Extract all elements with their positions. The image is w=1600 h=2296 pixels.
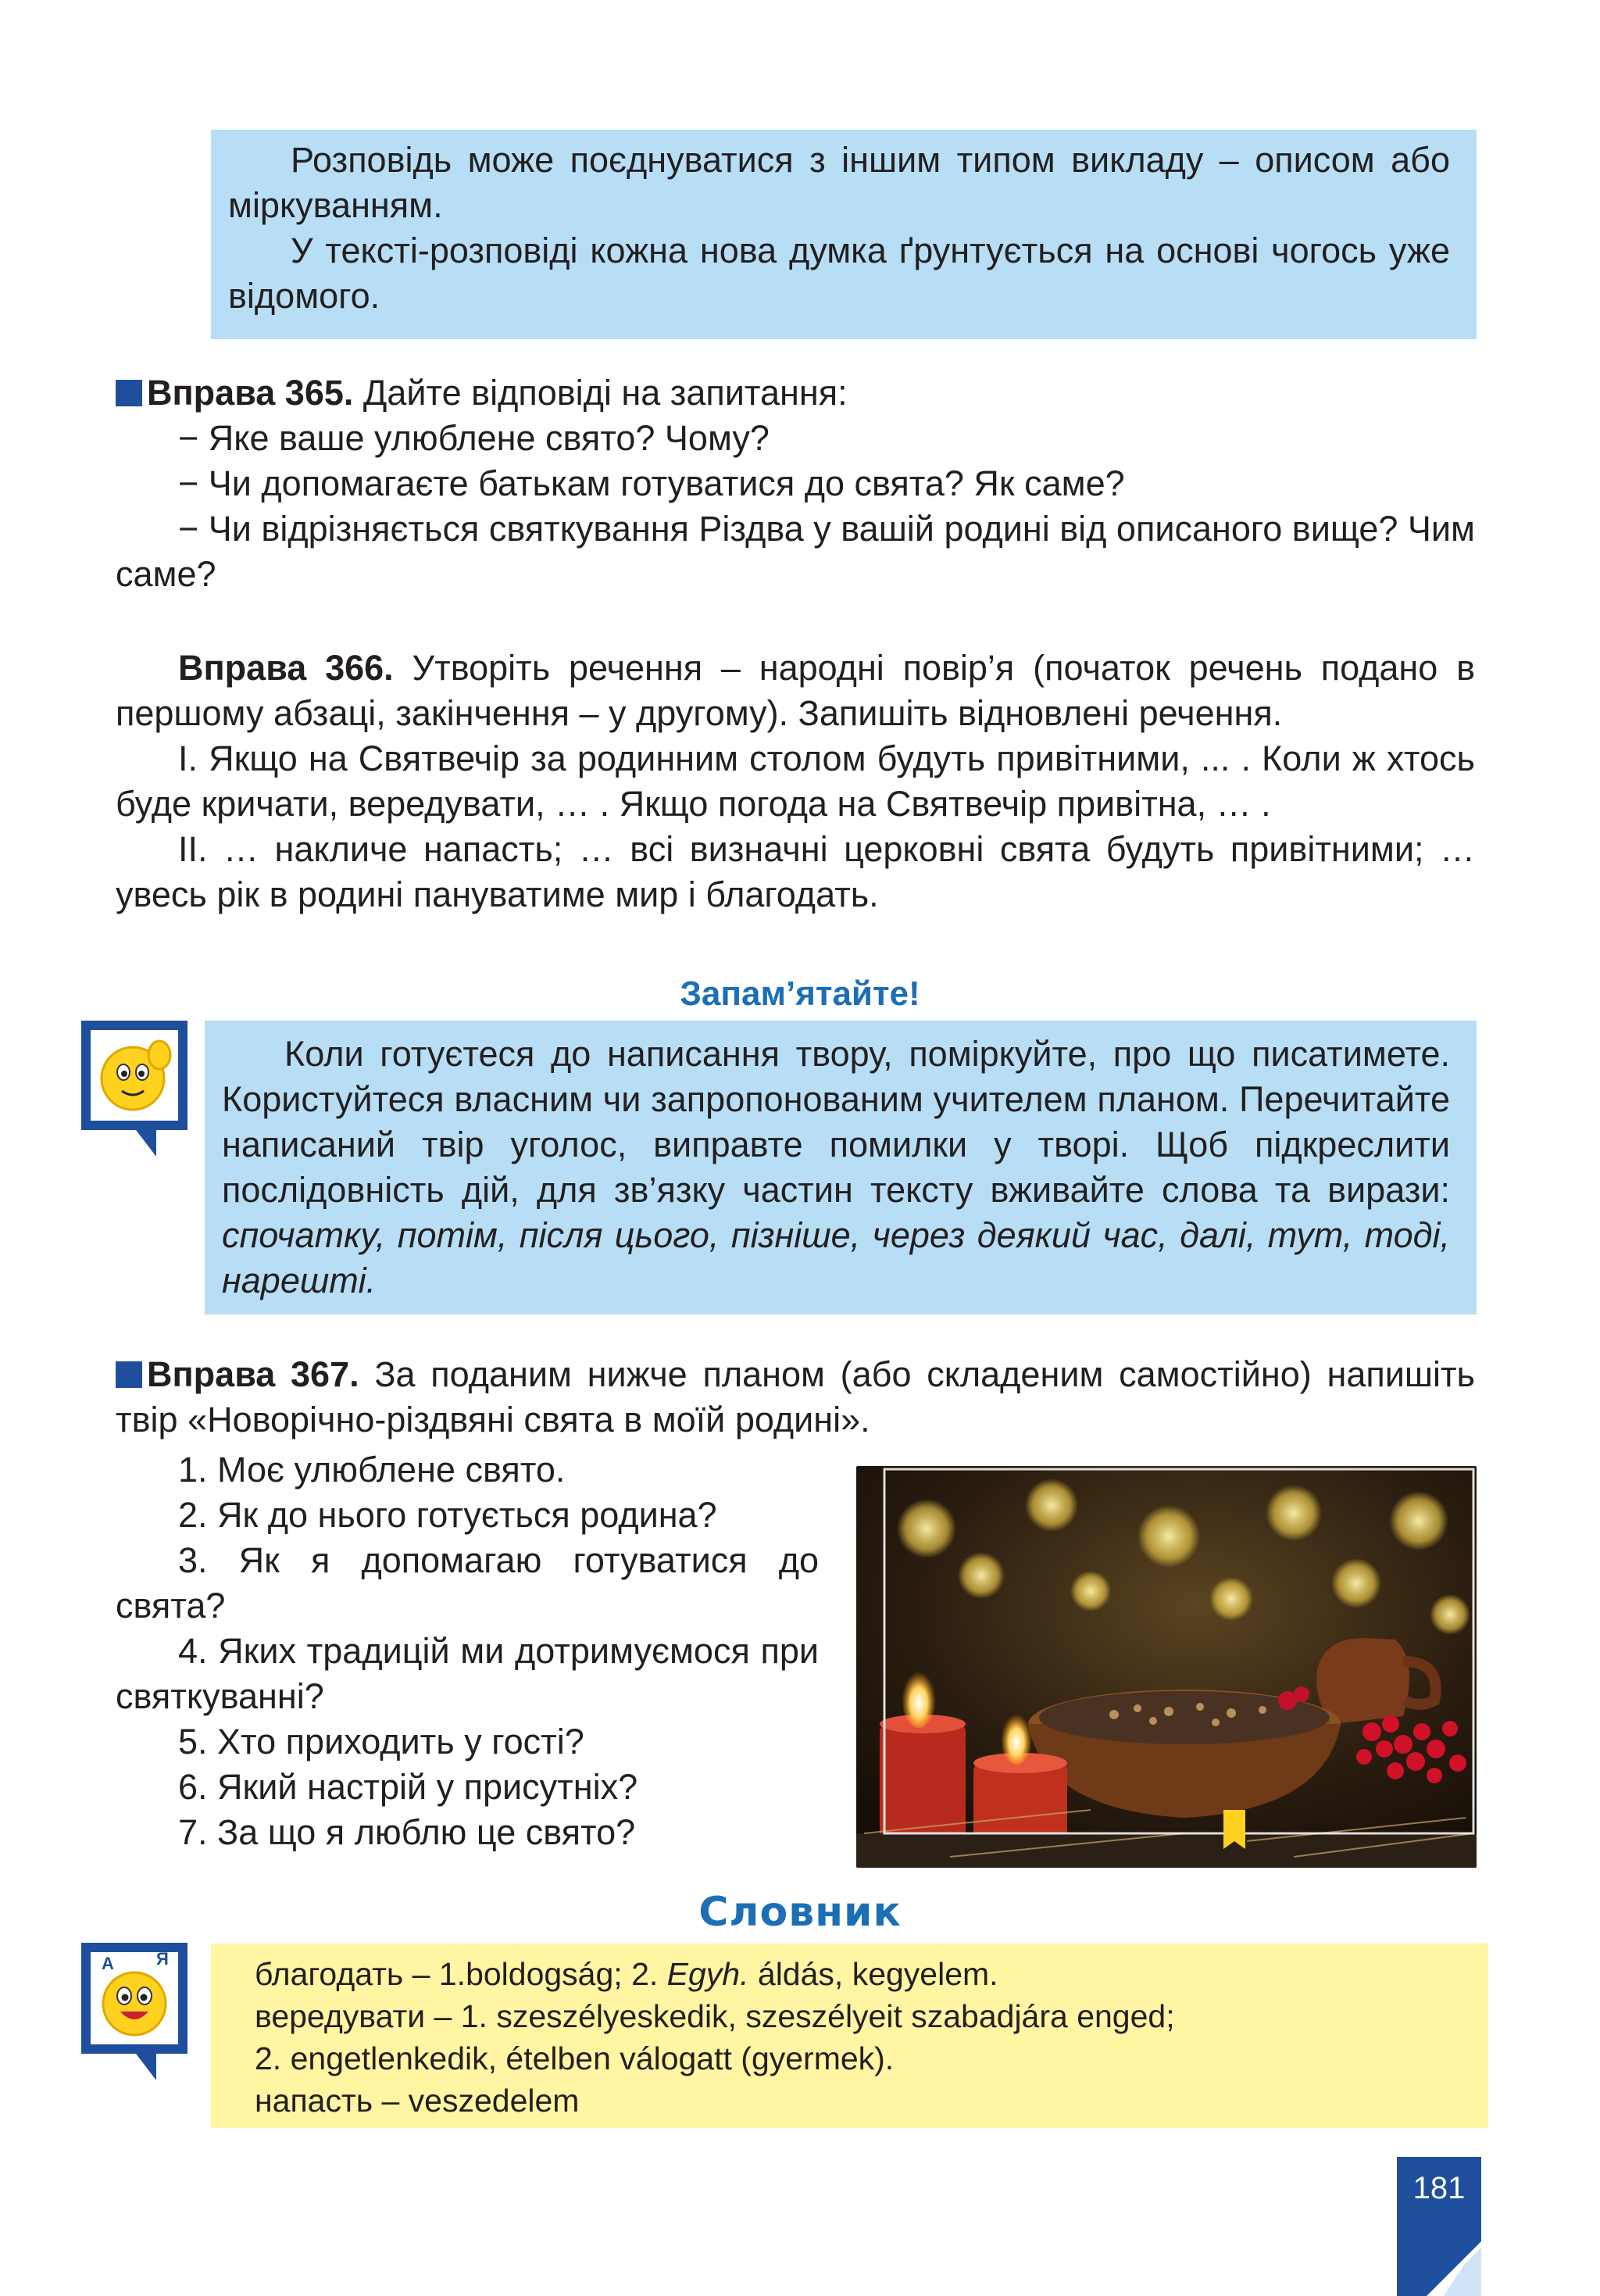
dictionary-box (211, 1944, 1488, 2128)
dictionary-entry-text: áldás, kegyelem. (748, 1956, 998, 1992)
page-corner-icon (1397, 2218, 1481, 2296)
page-number-tab (1397, 2157, 1481, 2296)
dictionary-entry-1 (255, 1953, 1445, 1995)
exercise-365-question-2: − Чи допомагаєте батькам готуватися до свята? Як саме? (178, 463, 1125, 503)
exercise-367-label: Вправа 367. (147, 1354, 359, 1394)
dictionary-entry-2: вередувати – 1. szeszélyeskedik, szeszélyeit szabadjára enged; (255, 1998, 1175, 2034)
dictionary-entry-text: благодать – 1.boldogság; 2. (255, 1956, 667, 1992)
remember-heading: Запам’ятайте! (680, 975, 920, 1013)
thinking-mascot-icon (81, 1021, 188, 1157)
exercise-367 (116, 1352, 1475, 1443)
exercise-366-header (116, 646, 1475, 736)
exercise-365-label: Вправа 365. (147, 373, 354, 413)
exercise-365-header (116, 370, 1475, 416)
exercise-365-question-1: − Яке ваше улюблене свято? Чому? (178, 418, 770, 458)
exercise-366-instruction: Утворіть речення – народні повір’я (початок речень подано в першому абзаці, закінчення – у другому). Запишіть відновлені речення. (116, 648, 1475, 733)
exercise-365-instruction: Дайте відповіді на запитання: (362, 373, 848, 413)
christmas-kutia-photo (856, 1466, 1477, 1868)
plan-item: 7. За що я люблю це свято? (178, 1812, 636, 1852)
intro-rule-box (211, 130, 1477, 339)
exercise-marker-icon (116, 380, 142, 406)
plan-item: 4. Яких традицій ми дотримуємося при святкуванні? (116, 1631, 819, 1716)
exercise-366-part-2: ІІ. … накличе напасть; … всі визначні церковні свята будуть привітними; …увесь рік в родині пануватиме мир і благодать. (116, 829, 1475, 914)
dictionary-heading: Словник (698, 1889, 902, 1936)
exercise-366-part-1: І. Якщо на Святвечір за родинним столом будуть привітними, ... . Коли ж хтось буде кричати, вередувати, … . Якщо погода на Святвечір привітна, … . (116, 739, 1475, 824)
intro-paragraph-1: Розповідь може поєднуватися з іншим типом викладу – описом або міркуванням. (228, 140, 1450, 225)
dictionary-entry-2-cont: 2. engetlenkedik, ételben válogatt (gyermek). (255, 2040, 895, 2076)
page-number: 181 (1412, 2171, 1466, 2205)
plan-list (116, 1447, 819, 1855)
plan-item: 5. Хто приходить у гості? (178, 1722, 584, 1761)
exercise-367-instruction: За поданим нижче планом (або складеним самостійно) напишіть твір «Новорічно-різдвяні свята в моїй родині». (116, 1354, 1475, 1439)
mascot-letter-a: А (102, 1954, 114, 1973)
exercise-marker-icon (116, 1361, 142, 1388)
intro-paragraph-2: У тексті-розповіді кожна нова думка ґрунтується на основі чогось уже відомого. (228, 231, 1450, 316)
photo-illustration (856, 1466, 1477, 1868)
dictionary-entry-abbr: Egyh. (666, 1956, 749, 1992)
remember-text (222, 1032, 1450, 1304)
exercise-367-header (116, 1352, 1475, 1443)
plan-item: 2. Як до нього готується родина? (178, 1495, 717, 1535)
alphabet-mascot-icon (81, 1943, 188, 2080)
plan-item: 1. Моє улюблене свято. (178, 1450, 566, 1490)
plan-item: 6. Який настрій у присутніх? (178, 1767, 638, 1807)
remember-box (205, 1021, 1477, 1314)
exercise-365 (116, 370, 1475, 597)
remember-main-text: Коли готуєтеся до написання твору, поміркуйте, про що писатимете. Користуйтеся власним чи запропонованим учителем планом. Перечитайте написаний твір уголос, виправте помилки у творі. Щоб підкреслити послідовність дій, для зв’язку частин тексту вживайте слова та вирази: (222, 1034, 1450, 1210)
exercise-366-label: Вправа 366. (178, 648, 394, 688)
exercise-366 (116, 646, 1475, 917)
dictionary-entry-3: напасть – veszedelem (255, 2083, 580, 2119)
plan-item: 3. Як я допомагаю готуватися до свята? (116, 1540, 819, 1625)
mascot-letter-ya: Я (156, 1949, 169, 1969)
exercise-365-question-3: − Чи відрізняється святкування Різдва у вашій родині від описаного вище? Чим саме? (116, 509, 1475, 594)
remember-linking-words: спочатку, потім, після цього, пізніше, через деякий час, далі, тут, тоді, нарешті. (222, 1215, 1450, 1300)
